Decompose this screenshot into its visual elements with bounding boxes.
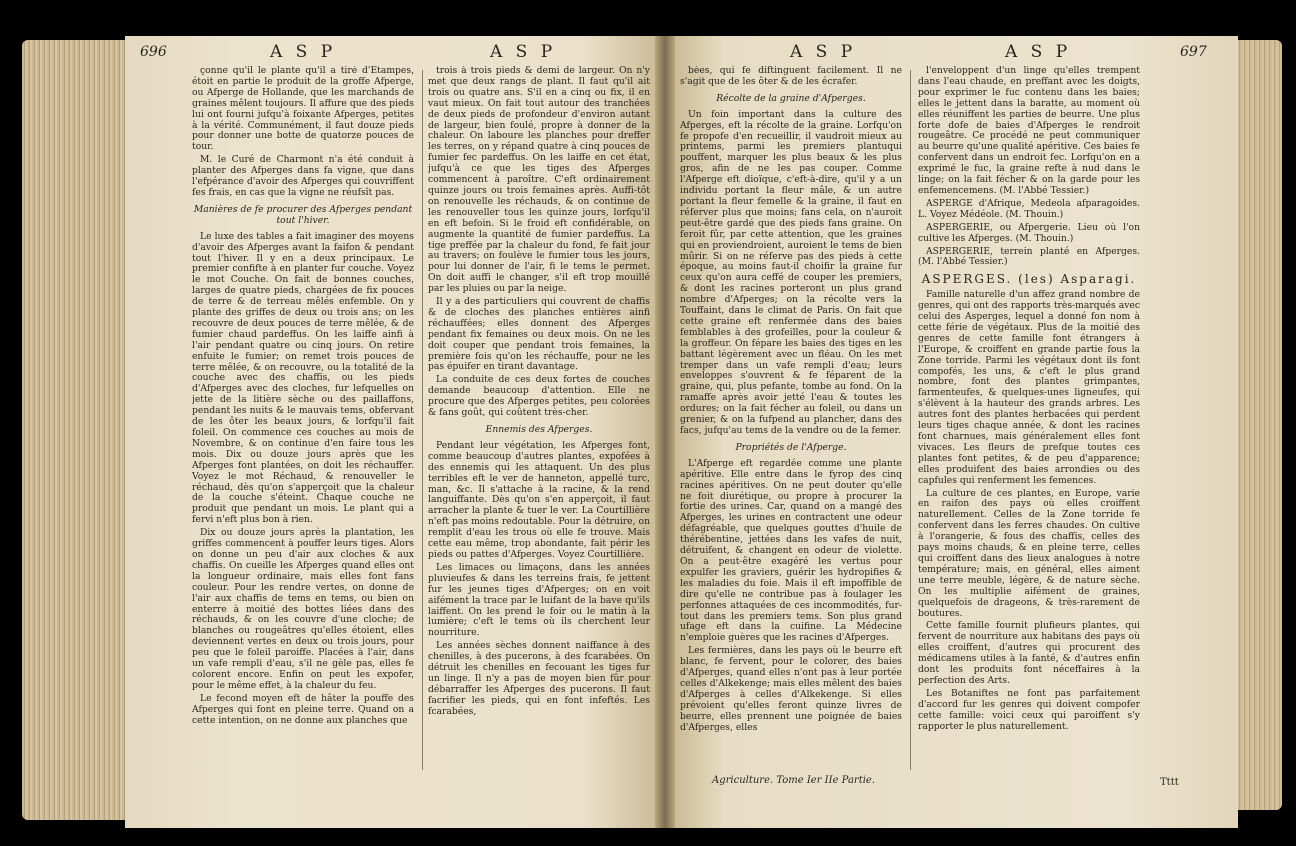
paragraph: Les années sèches donnent naiffance à des chenilles, à des pucerons, à des fcarabées. On détruit les chenilles en fecouant les tiges fur un linge. Il n'y a pas de moyen bien fûr pour débarraffer les Afperges des pucerons. Il faut facrifier les pieds, qui en font infeftés. Les fcarabées,	[428, 640, 650, 717]
paragraph: Les Botaniftes ne font pas parfaitement d'accord fur les genres qui doivent compofer cette famille: voici ceux qui paroiffent s'y rapporter le plus naturellement.	[918, 687, 1140, 732]
column-rule	[422, 70, 423, 770]
paragraph: Les limaces ou limaçons, dans les années pluvieufes & dans les terreins frais, fe jettent fur les jeunes tiges d'Afperges; on en voit aifément la trace par le luifant de la bave qu'ils laiffent. On les prend le foir ou le matin à la lumière; c'eft le tems où ils cherchent leur nourriture.	[428, 561, 650, 639]
paragraph: l'enveloppent d'un linge qu'elles trempent dans l'eau chaude, en preffant avec les doigts, pour exprimer le fuc contenu dans les baies; elles le jettent dans la baratte, au moment où elles réuniffent les parties de beurre. Une plus forte dofe de baies d'Afperges le rendroit rougeâtre. Ce procédé ne peut communiquer au beurre qu'une qualité apéritive. Ces baies fe confervent dans un endroit fec. Lorfqu'on en a exprimé le fuc, la graine refte à nud dans le linge; on la fait fécher & on la garde pour les enfemencemens. (M. l'Abbé Tessier.)	[918, 66, 1140, 196]
left-page-header	[140, 42, 640, 62]
paragraph: bées, qui fe diftinguent facilement. Il ne s'agit que de les ôter & de les écrafer.	[680, 66, 902, 87]
paragraph: Les fermières, dans les pays où le beurre eft blanc, fe fervent, pour le colorer, des baies d'Afperges, quand elles n'ont pas à leur portée celles d'Alkekenge; mais elles mêlent des baies d'Afperges à celles d'Alkekenge. Si elles prévoient qu'elles feront quinze livres de beurre, elles prennent une poignée de baies d'Afperges, elles	[680, 645, 902, 733]
right-running-head-1: A S P	[790, 42, 857, 62]
right-page-header	[680, 42, 1220, 62]
section-title: ASPERGES. (les) Asparagi.	[921, 272, 1137, 287]
paragraph: ASPERGERIE, terrein planté en Afperges. (M. l'Abbé Tessier.)	[918, 245, 1140, 268]
paragraph: Dix ou douze jours après la plantation, les griffes commencent à pouffer leurs tiges. Alors on donne un peu d'air aux cloches & aux chaffis. On cueille les Afperges quand elles ont la longueur ordinaire, mais elles font fans couleur. Pour les rendre vertes, on donne de l'air aux chaffis de tems en tems, ou bien on enterre à moitié des bottes liées dans des réchauds, & on les couvre d'une cloche; de blanches ou rougeâtres qu'elles étoient, elles deviennent vertes en deux ou trois jours, pour peu que le foleil paroiffe. Placées à l'air, dans un vafe rempli d'eau, s'il ne gèle pas, elles fe colorent encore. Enfin on peut les expofer, pour le même effet, à la chaleur du feu.	[192, 527, 414, 691]
left-running-head-1: A S P	[270, 42, 337, 62]
right-page-number: 697	[1180, 44, 1207, 60]
paragraph: trois à trois pieds & demi de largeur. On n'y met que deux rangs de plant. Il faut qu'il ait trois ou quatre ans. S'il en a cinq ou fix, il en vaut mieux. On fait tout autour des tranchées de deux pieds de profondeur d'environ autant de largeur, bien foulé, propre à donner de la chaleur. On laboure les planches pour dreffer les terres, on y répand quatre à cinq pouces de fumier fec pardeffus. On les laiffe en cet état, jufqu'à ce que les tiges des Afperges commencent à paroître. C'eft ordinairement quinze jours ou trois femaines après. Auffi-tôt on renouvelle les réchauds, & on continue de les renouveller tous les quinze jours, lorfqu'il en eft befoin. Si le froid eft confidérable, on augmente la quantité de fumier pardeffus. La tige preffée par la chaleur du fond, fe fait jour au travers; on foulève le fumier tous les jours, pour lui donner de l'air, fi le tems le permet. On doit auffi le changer, s'il eft trop mouillé par les pluies ou par la neige.	[428, 66, 650, 295]
left-page-number: 696	[140, 44, 167, 60]
paragraph: Il y a des particuliers qui couvrent de chaffis & de cloches des planches entières ainfi réchauffées; elles donnent des Afperges pendant fix femaines ou deux mois. On ne les doit couper que pendant trois femaines, la première fois qu'on les réchauffe, pour ne les pas épuifer en tirant davantage.	[428, 296, 650, 373]
paragraph: Cette famille fournit plufieurs plantes, qui fervent de nourriture aux habitans des pays où elles croiffent, d'autres qui procurent des médicamens utiles à la fanté, & d'autres enfin dont les produits font néceffaires à la perfection des Arts.	[918, 620, 1140, 686]
left-column-1	[192, 66, 414, 771]
left-running-head-2: A S P	[490, 42, 557, 62]
book-edge-left	[22, 40, 127, 820]
book-edge-right	[1232, 40, 1282, 810]
paragraph: L'Afperge eft regardée comme une plante apéritive. Elle entre dans le fyrop des cinq racines apéritives. On ne peut douter qu'elle ne foit diurétique, ou propre à procurer la fortie des urines. Car, quand on a mangé des Afperges, les urines en contractent une odeur défagréable, que quelques gouttes d'huile de thérébentine, jettées dans les vafes de nuit, détruifent, & changent en odeur de violette. On a peut-être exagéré les vertus pour expulfer les graviers, guérir les hydropifies & les maladies du foie. Mais il eft impoffible de dire qu'elle ne contribue pas à foulager les perfonnes attaquées de ces incommodités, fur-tout dans les premiers tems. Son plus grand ufage eft dans la cuifine. La Médecine n'emploie guères que les racines d'Afperges.	[680, 457, 902, 644]
right-column-2	[918, 66, 1140, 771]
paragraph: ASPERGERIE, ou Afpergerie. Lieu où l'on cultive les Afperges. (M. Thouin.)	[918, 221, 1140, 244]
paragraph: çonne qu'il le plante qu'il a tiré d'Etampes, étoit en partie le produit de la groffe Afperge, ou Afperge de Hollande, que les marchands de graines mêlent toujours. Il affure que des pieds lui ont fourni jufqu'à foixante Afperges, petites à la vérité. Communément, il faut douze pieds pour donner une botte de quatorze pouces de tour.	[192, 66, 414, 153]
paragraph: ASPERGE d'Afrique, Medeola afparagoides. L. Voyez Médéole. (M. Thouin.)	[918, 197, 1140, 220]
section-heading: Récolte de la graine d'Afperges.	[716, 92, 866, 104]
paragraph: Famille naturelle d'un affez grand nombre de genres, qui ont des rapports très-marqués avec celui des Asperges, lequel a donné fon nom à cette férie de végétaux. Plus de la moitié des genres de cette famille font étrangers à l'Europe, & croiffent en grande partie fous la Zone torride. Parmi les végétaux dont ils font compofés, les uns, & c'eft le plus grand nombre, font des plantes grimpantes, farmenteufes, & quelques-unes ligneufes, qui s'élèvent à la hauteur des grands arbres. Les autres font des plantes herbacées qui perdent leurs tiges chaque année, & dont les racines font charnues, mais généralement elles font vivaces. Les fleurs de prefque toutes ces plantes font petites, & de peu d'apparence; elles produifent des baies arrondies ou des capfules qui renferment les femences.	[918, 289, 1140, 486]
column-rule	[910, 70, 911, 770]
paragraph: Le fecond moyen eft de hâter la pouffe des Afperges qui font en pleine terre. Quand on a cette intention, on ne donne aux planches que	[192, 692, 414, 726]
paragraph: M. le Curé de Charmont n'a été conduit à planter des Afperges dans fa vigne, que dans l'efpérance d'avoir des Afperges qui couvriffent fes frais, en cas que la vigne ne réufsît pas.	[192, 154, 414, 198]
paragraph: La conduite de ces deux fortes de couches demande beaucoup d'attention. Elle ne procure que des Afperges petites, peu colorées & fans goût, qui coûtent très-cher.	[428, 374, 650, 419]
section-heading: Manières de fe procurer des Afperges pendant tout l'hiver.	[193, 203, 413, 226]
left-column-2	[428, 66, 650, 771]
paragraph: Le luxe des tables a fait imaginer des moyens d'avoir des Afperges avant la faifon & pendant tout l'hiver. Il y en a deux principaux. Le premier confifte à en planter fur couche. Voyez le mot Couche. On fait de bonnes couches, larges de quatre pieds, chargées de fix pouces de terre & de terreau mêlés enfemble. On y plante des griffes de deux ou trois ans; on les recouvre de deux pouces de terre mêlée, & de fumier chaud pardeffus. On les laiffe ainfi à l'air pendant quatre ou cinq jours. On retire enfuite le fumier; on remet trois pouces de terre mêlée, & on recouvre, ou la totalité de la couche avec des chaffis, ou les pieds d'Afperges avec des cloches, fur lefquelles on jette de la litière sèche ou des paillaffons, pendant les nuits & le mauvais tems, obfervant de les ôter les beaux jours, & lorfqu'il fait foleil. On commence ces couches au mois de Novembre, & on continue d'en faire tous les mois. Dix ou douze jours après que les Afperges font plantées, on doit les réchauffer. Voyez le mot Réchaud, & renouveller le réchaud, dès qu'on s'apperçoit que la chaleur de la couche s'éteint. Chaque couche ne produit que pendant un mois. Le plant qui a fervi n'eft plus bon à rien.	[192, 230, 414, 526]
section-heading: Ennemis des Afperges.	[485, 424, 593, 435]
right-column-1	[680, 66, 902, 771]
page-footer: Agriculture. Tome Ier IIe Partie.	[712, 775, 876, 786]
signature-mark: Tttt	[1160, 777, 1179, 788]
paragraph: La culture de ces plantes, en Europe, varie en raifon des pays où elles croiffent naturellement. Celles de la Zone torride fe confervent dans les ferres chaudes. On cultive à l'orangerie, & fous des chaffis, celles des pays moins chauds, & en pleine terre, celles qui croiffent dans des lieux analogues à notre température; mais, en général, elles aiment une terre meuble, légère, & de nature sèche. On les multiplie aifément de graines, quelquefois de drageons, & très-rarement de boutures.	[918, 487, 1140, 619]
paragraph: Pendant leur végétation, les Afperges font, comme beaucoup d'autres plantes, expofées à des ennemis qui les attaquent. Un des plus terribles eft le ver de hanneton, appellé turc, man, &c. Il s'attache à la racine, & la rend languiffante. Dès qu'on s'en apperçoit, il faut arracher la plante & tuer le ver. La Courtillière n'eft pas moins redoutable. Pour la détruire, on remplit d'eau les trous où elle fe trouve. Mais cette eau même, trop abondante, fait périr les pieds ou pattes d'Afperges. Voyez Courtillière.	[428, 439, 650, 560]
paragraph: Un foin important dans la culture des Afperges, eft la récolte de la graine. Lorfqu'on fe propofe d'en recueillir, il vaudroit mieux au printems, parmi les premiers plantuqui pouffent, marquer les plus beaux & les plus gros, afin de ne les pas couper. Comme l'Afperge eft dioïque, c'eft-à-dire, qu'il y a un individu portant la fleur mâle, & un autre portant la fleur femelle & la graine, il faut en réferver plus que moins; fans cela, on n'auroit peut-être gardé que des pieds fans graine. On feroit fûr, par cette attention, que les graines qui en proviendroient, auroient le tems de bien mûrir. Si on ne réferve pas des pieds à cette époque, au moins faut-il choifir la graine fur ceux qu'on aura ceffé de couper les premiers, & dont les racines porteront un plus grand nombre d'Afperges; on la récolte vers la Touffaint, dans le climat de Paris. On fait que cette graine eft renfermée dans des baies femblables à des grofeilles, pour la couleur & la groffeur. On fépare les baies des tiges en les battant légèrement avec un fléau. On les met tremper dans un vafe rempli d'eau; leurs enveloppes s'ouvrent & fe féparent de la graine, qui, plus pefante, tombe au fond. On la ramaffe après avoir jetté l'eau & toutes les ordures; on la fait fécher au foleil, ou dans un grenier, & on la fufpend au plancher, dans des facs, jufqu'au tems de la vendre ou de la femer.	[680, 108, 902, 436]
right-running-head-2: A S P	[1005, 42, 1072, 62]
book-gutter	[655, 36, 675, 828]
section-heading: Propriétés de l'Afperge.	[735, 441, 847, 453]
